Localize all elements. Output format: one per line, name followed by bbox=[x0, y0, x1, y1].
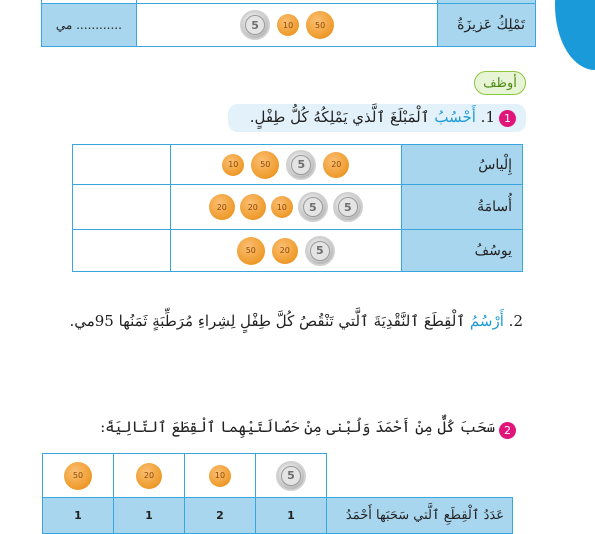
coin-20-icon: 20 bbox=[209, 194, 235, 220]
coin-group bbox=[137, 4, 438, 46]
coin-5-icon: 5 bbox=[240, 10, 270, 40]
count-cell: 2 bbox=[185, 498, 256, 534]
answer-blank: ............ مي bbox=[55, 18, 122, 32]
row-label-yusuf: يوسُفُ bbox=[402, 230, 523, 272]
exercise-2-text: سَحَبَ كُلٌّ مِنْ أَحْمَدَ وَلُبْنى مِنْ حَصّالَتَيْهِما ٱلْقِطَعَ ٱلتّالِيَةَ: bbox=[100, 418, 495, 436]
coin-10-icon: 10 bbox=[271, 196, 293, 218]
table-row bbox=[73, 145, 523, 185]
count-cell: 1 bbox=[256, 498, 327, 534]
coin-50-icon: 50 bbox=[306, 11, 334, 39]
exercise-badge: 2 bbox=[499, 422, 516, 439]
coin-20-icon: 20 bbox=[272, 238, 298, 264]
row-label-ahmad: عَدَدُ ٱلْقِطَعِ ٱلَّتي سَحَبَها أَحْمَدُ bbox=[327, 498, 513, 534]
coin-group bbox=[171, 145, 402, 184]
exercise-badge: 1 bbox=[499, 110, 516, 127]
row-label-osama: أُسامَةُ bbox=[402, 185, 523, 230]
row-label-ilyas: إِلْياسُ bbox=[402, 145, 523, 185]
coin-50-icon: 50 bbox=[251, 151, 279, 179]
coin-5-icon: 5 bbox=[276, 461, 306, 491]
coin-5-icon: 5 bbox=[298, 192, 328, 222]
withdrawal-table bbox=[42, 453, 513, 534]
coin-5-icon: 5 bbox=[286, 150, 316, 180]
coin-10-icon: 10 bbox=[222, 154, 244, 176]
top-table bbox=[41, 0, 536, 47]
section-tag: أوظف bbox=[474, 71, 526, 95]
question-1: 1. أَحْسُبُ ٱلْمَبْلَغَ ٱلَّذي يَمْلِكُهُ كُلُّ طِفْلٍ. bbox=[249, 108, 495, 126]
coin-group bbox=[171, 230, 402, 271]
count-cell: 1 bbox=[43, 498, 114, 534]
question-2: 2. أَرْسُمُ ٱلْقِطَعَ ٱلنَّقْدِيَةَ ٱلَّتي تَنْقُصُ كُلَّ طِفْلٍ لِشِراءِ مُرَطِّبَةٍ ثَمَنُها 95مي. bbox=[69, 312, 523, 330]
coin-5-icon: 5 bbox=[305, 236, 335, 266]
answer-cell[interactable] bbox=[73, 185, 171, 230]
money-table bbox=[72, 144, 523, 272]
coin-20-icon: 20 bbox=[323, 152, 349, 178]
coin-20-icon: 20 bbox=[136, 463, 162, 489]
table-row bbox=[73, 185, 523, 230]
coin-20-icon: 20 bbox=[240, 194, 266, 220]
table-row bbox=[73, 230, 523, 272]
table-row bbox=[43, 454, 513, 498]
corner-decoration bbox=[555, 0, 595, 70]
coin-50-icon: 50 bbox=[64, 462, 92, 490]
count-cell: 1 bbox=[114, 498, 185, 534]
coin-group bbox=[171, 185, 402, 229]
table-row bbox=[43, 498, 513, 534]
coin-50-icon: 50 bbox=[237, 237, 265, 265]
answer-cell[interactable] bbox=[73, 230, 171, 272]
answer-cell[interactable] bbox=[73, 145, 171, 185]
coin-10-icon: 10 bbox=[277, 14, 299, 36]
row-label-aziza: تَمْلِكُ عَزيزَةُ bbox=[438, 4, 536, 47]
coin-5-icon: 5 bbox=[333, 192, 363, 222]
coin-10-icon: 10 bbox=[209, 465, 231, 487]
